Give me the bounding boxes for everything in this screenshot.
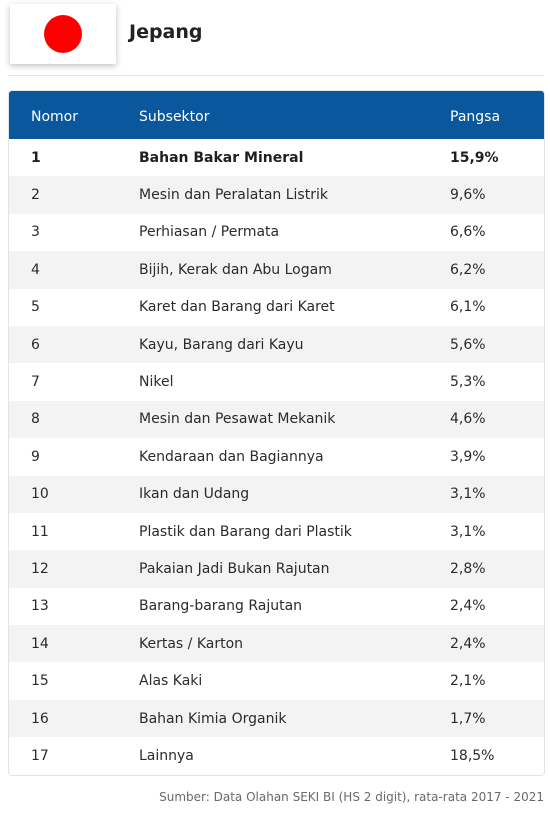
row-number: 2 [31,187,40,204]
row-pangsa: 3,1% [450,523,486,540]
table-row [9,326,544,363]
row-number: 4 [31,261,40,278]
row-pangsa: 4,6% [450,411,486,428]
row-pangsa: 2,4% [450,598,486,615]
row-pangsa: 15,9% [450,149,499,166]
row-subsektor: Bahan Kimia Organik [139,710,287,727]
table-row [9,214,544,251]
row-pangsa: 6,1% [450,299,486,316]
table-row [9,550,544,587]
table-row [9,139,544,176]
row-number: 10 [31,486,49,503]
source-note [159,790,544,804]
table-row [9,438,544,475]
row-number: 14 [31,635,49,652]
column-header-pangsa: Pangsa [450,108,501,125]
row-subsektor: Bijih, Kerak dan Abu Logam [139,261,332,278]
row-subsektor: Kertas / Karton [139,635,244,652]
flag-red-disc [44,15,82,53]
country-header [8,4,544,76]
row-pangsa: 5,6% [450,336,486,353]
row-pangsa: 6,2% [450,261,486,278]
table-row [9,363,544,400]
row-number: 6 [31,336,40,353]
row-pangsa: 3,1% [450,486,486,503]
row-number: 12 [31,560,49,577]
row-number: 16 [31,710,49,727]
column-header-nomor: Nomor [31,108,78,125]
row-subsektor: Lainnya [139,747,194,764]
row-subsektor: Kendaraan dan Bagiannya [139,448,324,465]
row-subsektor: Ikan dan Udang [139,486,250,503]
row-pangsa: 5,3% [450,374,486,391]
column-header-subsektor: Subsektor [139,108,210,125]
row-subsektor: Nikel [139,374,174,391]
row-number: 7 [31,374,40,391]
row-subsektor: Perhiasan / Permata [139,224,280,241]
table-header-row [9,91,544,139]
row-number: 3 [31,224,40,241]
row-pangsa: 2,4% [450,635,486,652]
row-pangsa: 2,1% [450,673,486,690]
table-row [9,476,544,513]
table-row [9,289,544,326]
row-number: 11 [31,523,49,540]
row-subsektor: Bahan Bakar Mineral [139,149,304,166]
row-number: 8 [31,411,40,428]
table-row [9,662,544,699]
source-text: Data Olahan SEKI BI (HS 2 digit), rata-rata 2017 - 2021 [213,790,544,804]
table-row [9,176,544,213]
row-number: 1 [31,149,41,166]
row-pangsa: 9,6% [450,187,486,204]
country-title: Jepang [129,21,203,43]
table-row [9,513,544,550]
row-pangsa: 6,6% [450,224,486,241]
row-pangsa: 18,5% [450,747,495,764]
table-row [9,737,544,774]
row-number: 17 [31,747,49,764]
table-row [9,625,544,662]
row-subsektor: Plastik dan Barang dari Plastik [139,523,352,540]
row-subsektor: Karet dan Barang dari Karet [139,299,335,316]
row-subsektor: Mesin dan Pesawat Mekanik [139,411,336,428]
table-header [9,91,544,139]
table-row [9,700,544,737]
row-number: 15 [31,673,49,690]
row-subsektor: Mesin dan Peralatan Listrik [139,187,328,204]
row-subsektor: Kayu, Barang dari Kayu [139,336,304,353]
source-label: Sumber: [159,790,210,804]
row-number: 5 [31,299,40,316]
export-share-table [8,90,545,776]
row-number: 9 [31,448,40,465]
row-pangsa: 2,8% [450,560,486,577]
japan-flag-icon [10,4,116,64]
table-row [9,251,544,288]
row-subsektor: Pakaian Jadi Bukan Rajutan [139,560,330,577]
table-row [9,588,544,625]
row-pangsa: 1,7% [450,710,486,727]
subsector-table [9,91,544,775]
table-row [9,401,544,438]
row-subsektor: Alas Kaki [139,673,203,690]
row-number: 13 [31,598,49,615]
row-pangsa: 3,9% [450,448,486,465]
table-body [9,139,544,775]
row-subsektor: Barang-barang Rajutan [139,598,303,615]
